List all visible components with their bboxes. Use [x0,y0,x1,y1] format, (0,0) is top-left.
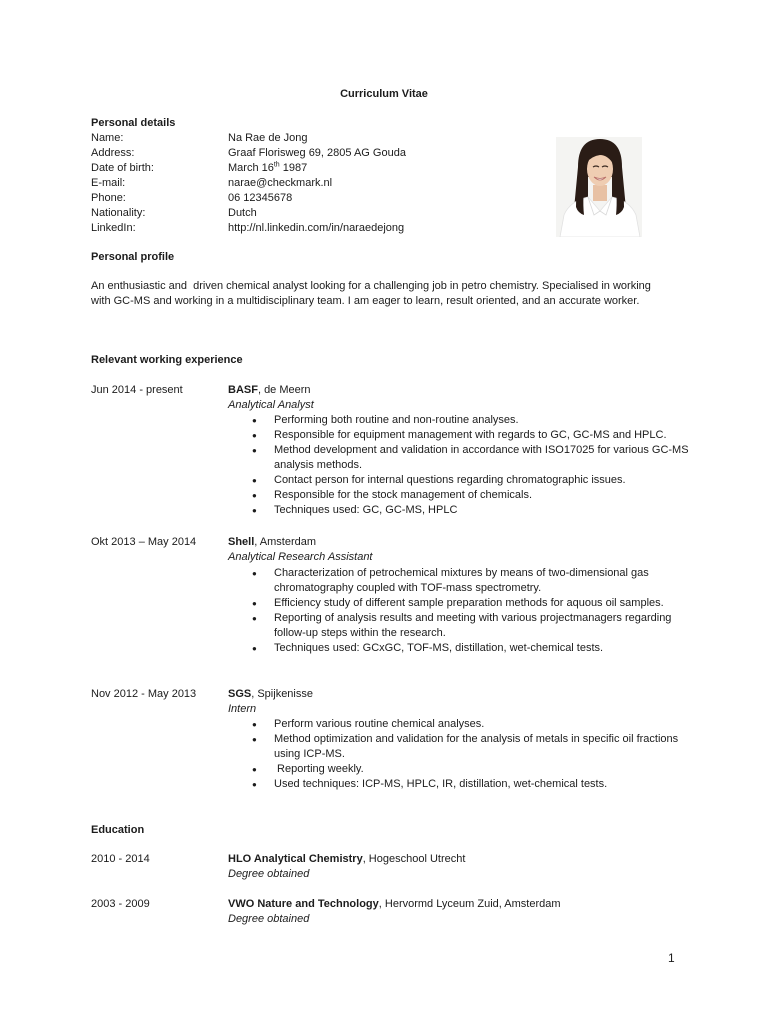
personal-profile-text: An enthusiastic and driven chemical analyst looking for a challenging job in petro chemistry. Specialised in working with GC-MS and working in a multidisciplinary team. I am eager to learn, result oriented, and an accurate worker. [91,280,654,307]
job-role: Analytical Analyst [228,399,314,411]
nationality-value: Dutch [228,207,257,219]
duty-item: ● Responsible for equipment management with regards to GC, GC-MS and HPLC. [248,428,698,443]
duty-item: ● Perform various routine chemical analyses. [248,717,698,732]
linkedin-value[interactable]: http://nl.linkedin.com/in/naraedejong [228,222,405,234]
degree-name: VWO Nature and Technology [228,898,379,910]
dob-month-day: March 16 [228,162,274,174]
company-location: , de Meern [257,384,311,396]
job-period: Jun 2014 - present [91,384,183,396]
degree-status: Degree obtained [228,913,310,925]
duty-item: ● Techniques used: GCxGC, TOF-MS, distillation, wet-chemical tests. [248,641,698,656]
duty-item: ● Efficiency study of different sample preparation methods for aquous oil samples. [248,596,694,611]
page-number: 1 [668,951,675,965]
job-duties-list [248,566,698,656]
company-location: , Amsterdam [254,536,317,548]
job-duties-list [248,717,698,792]
nationality-label: Nationality: [91,207,146,219]
phone-label: Phone: [91,192,126,204]
duty-item: ● Responsible for the stock management of chemicals. [248,488,698,503]
job-employer [228,383,311,398]
linkedin-label: LinkedIn: [91,222,136,234]
company-name: BASF [228,384,258,396]
duty-item: ● Performing both routine and non-routine analyses. [248,413,698,428]
company-location: , Spijkenisse [251,688,313,700]
dob-year: 1987 [279,162,308,174]
address-value: Graaf Florisweg 69, 2805 AG Gouda [228,147,406,159]
duty-item: ● Used techniques: ICP-MS, HPLC, IR, distillation, wet-chemical tests. [248,777,698,792]
profile-photo [556,137,642,237]
duty-item: ● Method optimization and validation for the analysis of metals in specific oil fractions using ICP-MS. [248,732,704,762]
address-label: Address: [91,147,135,159]
job-period: Okt 2013 – May 2014 [91,536,197,548]
degree-status: Degree obtained [228,868,310,880]
degree-name: HLO Analytical Chemistry [228,853,363,865]
job-role: Intern [228,703,257,715]
education-degree [228,897,561,912]
experience-heading: Relevant working experience [91,354,243,366]
name-label: Name: [91,132,124,144]
job-employer [228,687,313,702]
phone-value: 06 12345678 [228,192,293,204]
company-name: Shell [228,536,255,548]
document-title: Curriculum Vitae [340,88,428,100]
education-heading: Education [91,824,145,836]
job-role: Analytical Research Assistant [228,551,373,563]
duty-item: ● Characterization of petrochemical mixtures by means of two-dimensional gas chromatography coupled with TOF-mass spectrometry. [248,566,694,596]
job-period: Nov 2012 - May 2013 [91,688,197,700]
dob-value [228,161,307,176]
dob-ordinal: th [273,161,280,169]
job-employer [228,535,316,550]
duty-item: ● Method development and validation in accordance with ISO17025 for various GC-MS analysis methods. [248,443,694,473]
education-period: 2010 - 2014 [91,853,150,865]
job-duties-list [248,413,698,518]
education-degree [228,852,465,867]
duty-item: ● Reporting weekly. [248,762,698,777]
email-label: E-mail: [91,177,126,189]
school-name: , Hervormd Lyceum Zuid, Amsterdam [378,898,561,910]
dob-label: Date of birth: [91,162,154,174]
duty-item: ● Reporting of analysis results and meeting with various projectmanagers regarding follow-up steps within the research. [248,611,694,641]
company-name: SGS [228,688,252,700]
personal-profile-heading: Personal profile [91,251,175,263]
education-period: 2003 - 2009 [91,898,150,910]
duty-item: ● Techniques used: GC, GC-MS, HPLC [248,503,698,518]
name-value: Na Rae de Jong [228,132,308,144]
personal-details-heading: Personal details [91,117,176,129]
duty-item: ● Contact person for internal questions regarding chromatographic issues. [248,473,698,488]
school-name: , Hogeschool Utrecht [362,853,466,865]
email-value[interactable]: narae@checkmark.nl [228,177,333,189]
